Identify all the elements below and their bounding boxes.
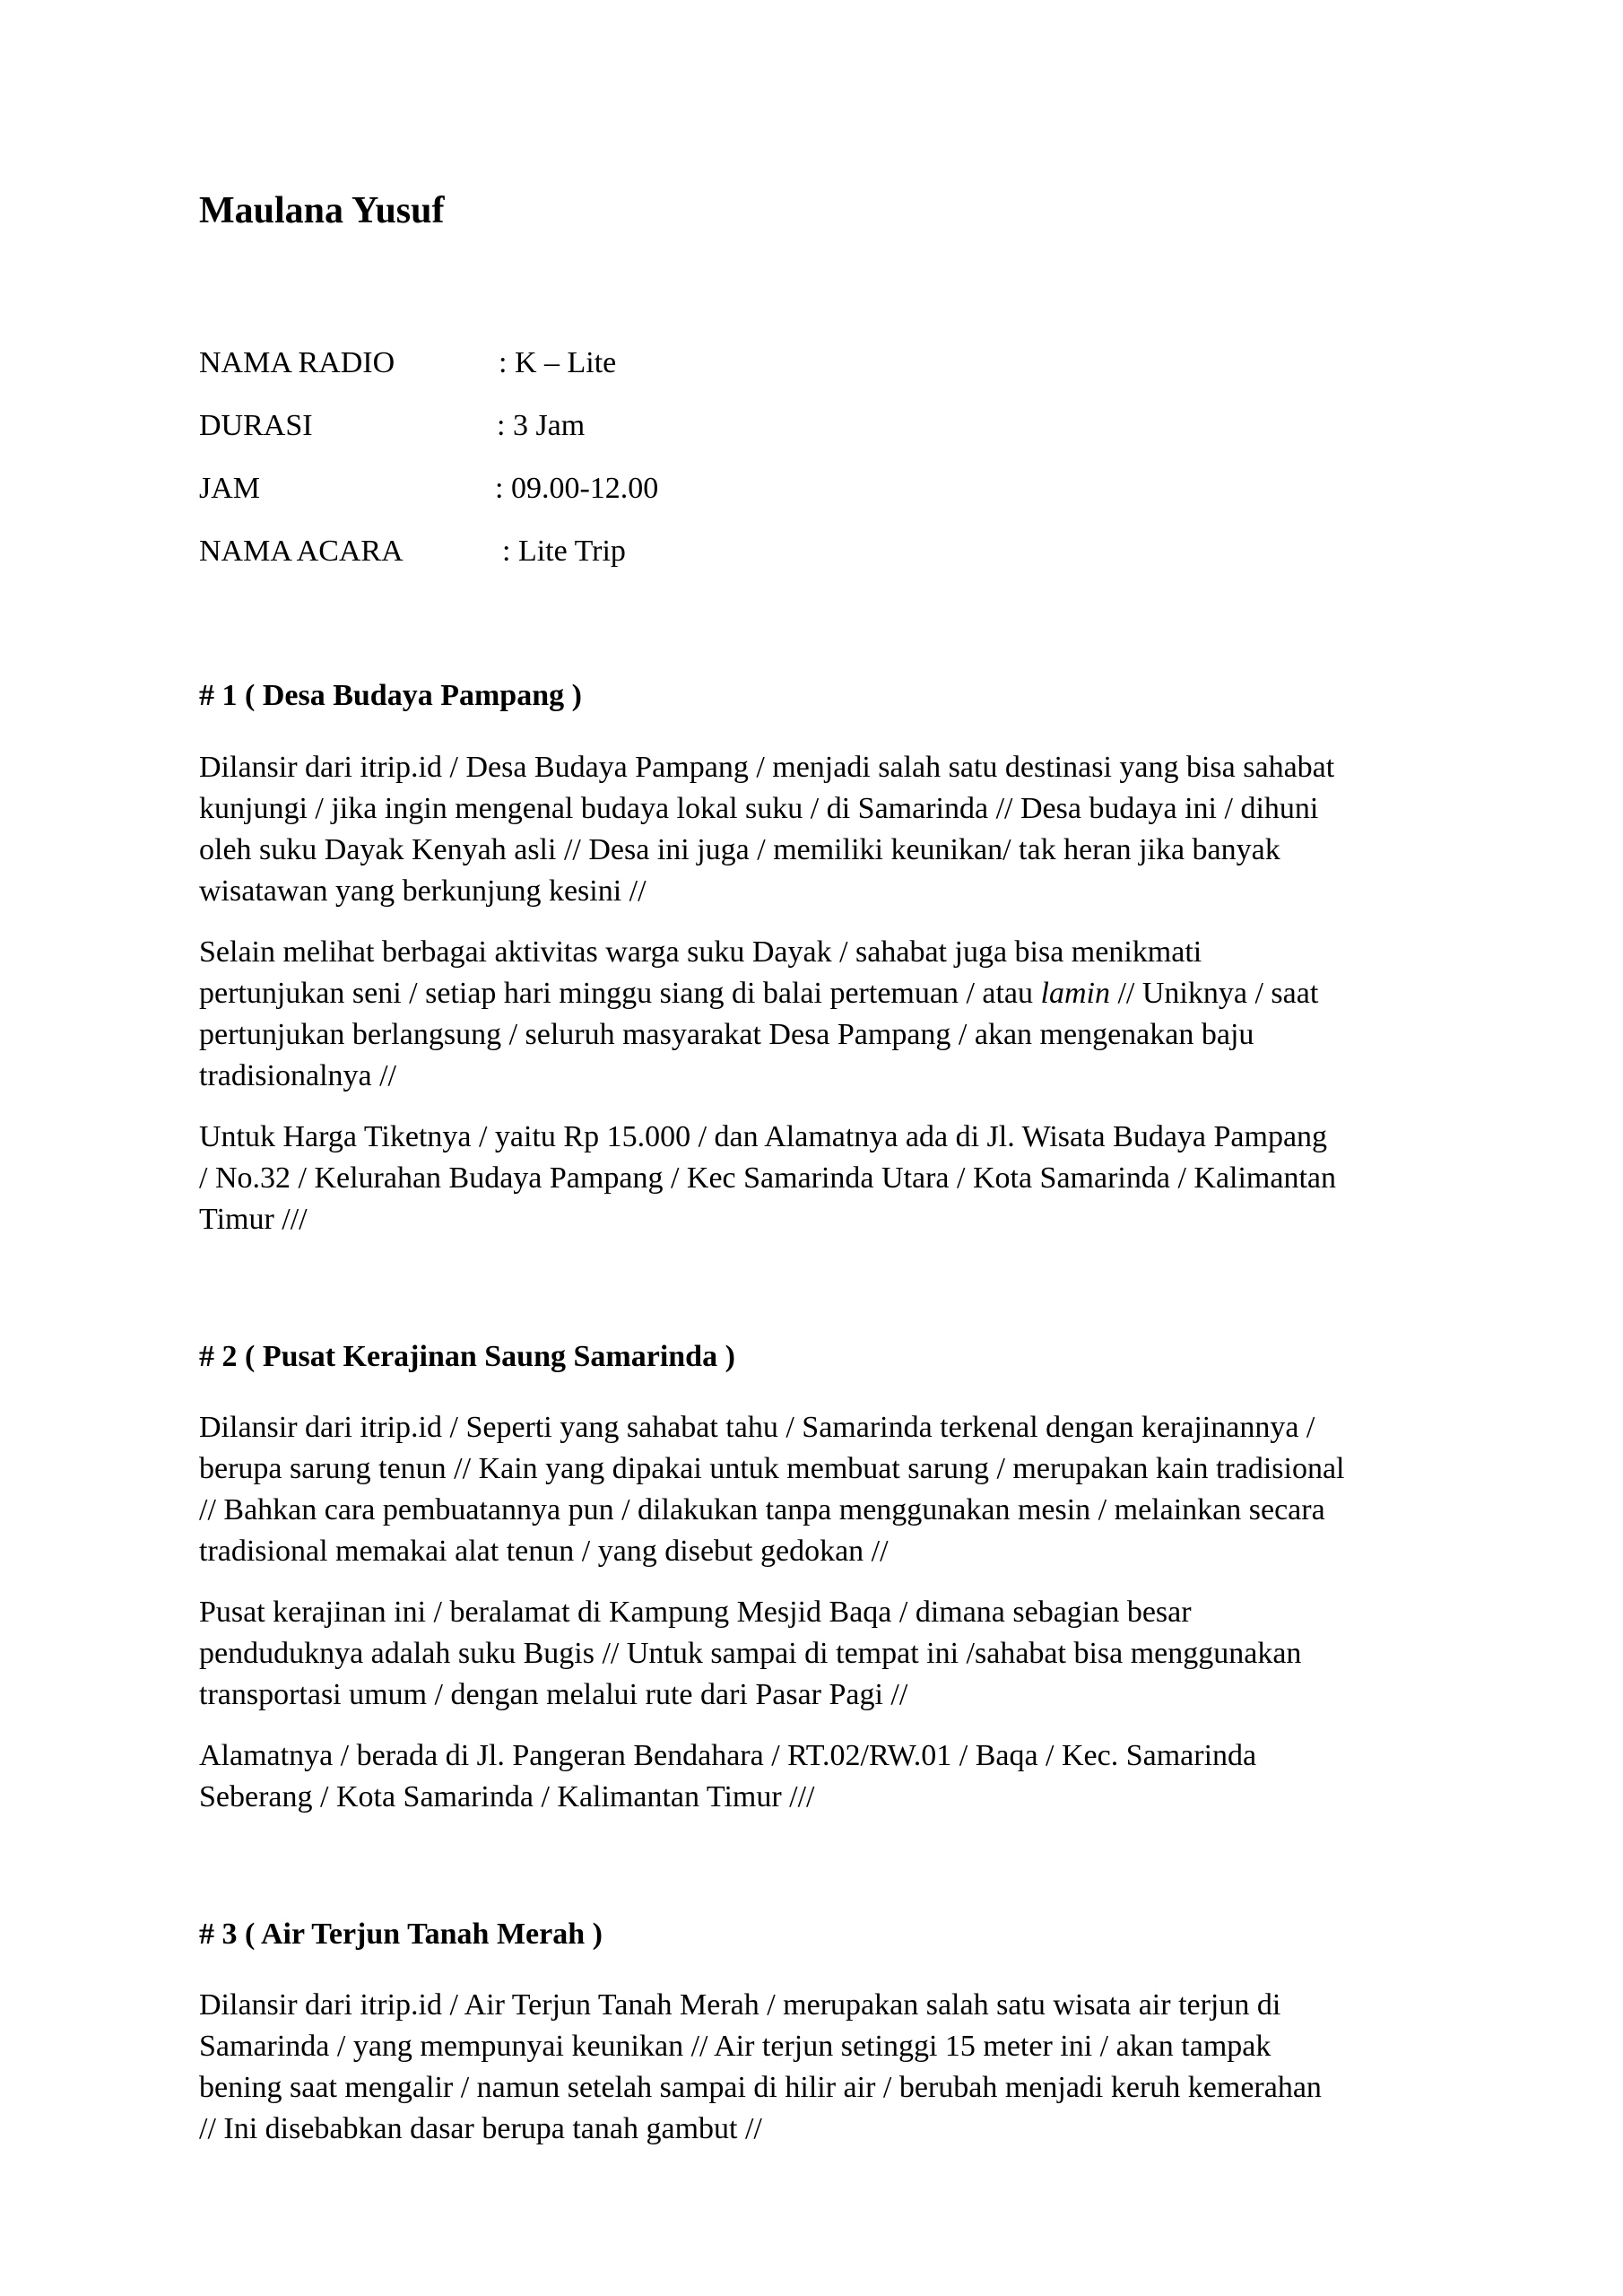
section-heading: # 3 ( Air Terjun Tanah Merah ) bbox=[199, 1917, 603, 1951]
meta-label: JAM bbox=[199, 472, 261, 506]
meta-value: : K – Lite bbox=[499, 346, 617, 380]
meta-label: NAMA RADIO bbox=[199, 346, 395, 380]
meta-row-program bbox=[199, 520, 1454, 583]
meta-row-time bbox=[199, 457, 1454, 520]
section-heading: # 1 ( Desa Budaya Pampang ) bbox=[199, 679, 582, 713]
section-heading: # 2 ( Pusat Kerajinan Saung Samarinda ) bbox=[199, 1339, 735, 1373]
section-air-terjun bbox=[199, 1915, 1454, 2150]
paragraph: Dilansir dari itrip.id / Desa Budaya Pampang / menjadi salah satu destinasi yang bisa sahabat kunjungi / jika ingin mengenal budaya lokal suku / di Samarinda // Desa budaya ini / dihuni oleh suku Dayak Kenyah asli // Desa ini juga / memiliki keunikan/ tak heran jika banyak wisatawan yang berkunjung kesini // bbox=[199, 750, 1335, 908]
paragraph: Dilansir dari itrip.id / Air Terjun Tanah Merah / merupakan salah satu wisata air terjun di Samarinda / yang mempunyai keunikan // Air terjun setinggi 15 meter ini / akan tampak bening saat mengalir / namun setelah sampai di hilir air / berubah menjadi keruh kemerahan // Ini disebabkan dasar berupa tanah gambut // bbox=[199, 1987, 1322, 2145]
program-info bbox=[199, 332, 1454, 583]
section-desa-budaya-pampang bbox=[199, 676, 1454, 1239]
meta-label: NAMA ACARA bbox=[199, 535, 404, 569]
paragraph-text: Selain melihat berbagai aktivitas warga suku Dayak / sahabat juga bisa menikmati pertunjukan seni / setiap hari minggu siang di balai pertemuan / atau bbox=[199, 935, 1202, 1010]
meta-value: : 09.00-12.00 bbox=[495, 472, 659, 506]
meta-label: DURASI bbox=[199, 409, 313, 443]
paragraph bbox=[199, 932, 1454, 1097]
paragraph: Pusat kerajinan ini / beralamat di Kampung Mesjid Baqa / dimana sebagian besar penduduknya adalah suku Bugis // Untuk sampai di tempat ini /sahabat bisa menggunakan transportasi umum / dengan melalui rute dari Pasar Pagi // bbox=[199, 1595, 1302, 1711]
paragraph: Untuk Harga Tiketnya / yaitu Rp 15.000 / dan Alamatnya ada di Jl. Wisata Budaya Pampang / No.32 / Kelurahan Budaya Pampang / Kec Samarinda Utara / Kota Samarinda / Kalimantan Timur /// bbox=[199, 1119, 1337, 1236]
meta-value: : Lite Trip bbox=[502, 535, 626, 569]
italic-term: lamin bbox=[1040, 976, 1110, 1010]
meta-row-duration bbox=[199, 395, 1454, 457]
author-name: Maulana Yusuf bbox=[199, 190, 445, 231]
paragraph-text: // Uniknya / saat pertunjukan berlangsung / seluruh masyarakat Desa Pampang / akan mengenakan baju tradisionalnya // bbox=[199, 976, 1319, 1092]
paragraph: Dilansir dari itrip.id / Seperti yang sahabat tahu / Samarinda terkenal dengan kerajinannya / berupa sarung tenun // Kain yang dipakai untuk membuat sarung / merupakan kain tradisional // Bahkan cara pembuatannya pun / dilakukan tanpa menggunakan mesin / melainkan secara tradisional memakai alat tenun / yang disebut gedokan // bbox=[199, 1410, 1345, 1568]
section-pusat-kerajinan bbox=[199, 1337, 1454, 1818]
meta-row-radio bbox=[199, 332, 1454, 395]
document-page bbox=[199, 188, 1454, 2150]
meta-value: : 3 Jam bbox=[497, 409, 586, 443]
paragraph: Alamatnya / berada di Jl. Pangeran Bendahara / RT.02/RW.01 / Baqa / Kec. Samarinda Seberang / Kota Samarinda / Kalimantan Timur /// bbox=[199, 1738, 1257, 1813]
